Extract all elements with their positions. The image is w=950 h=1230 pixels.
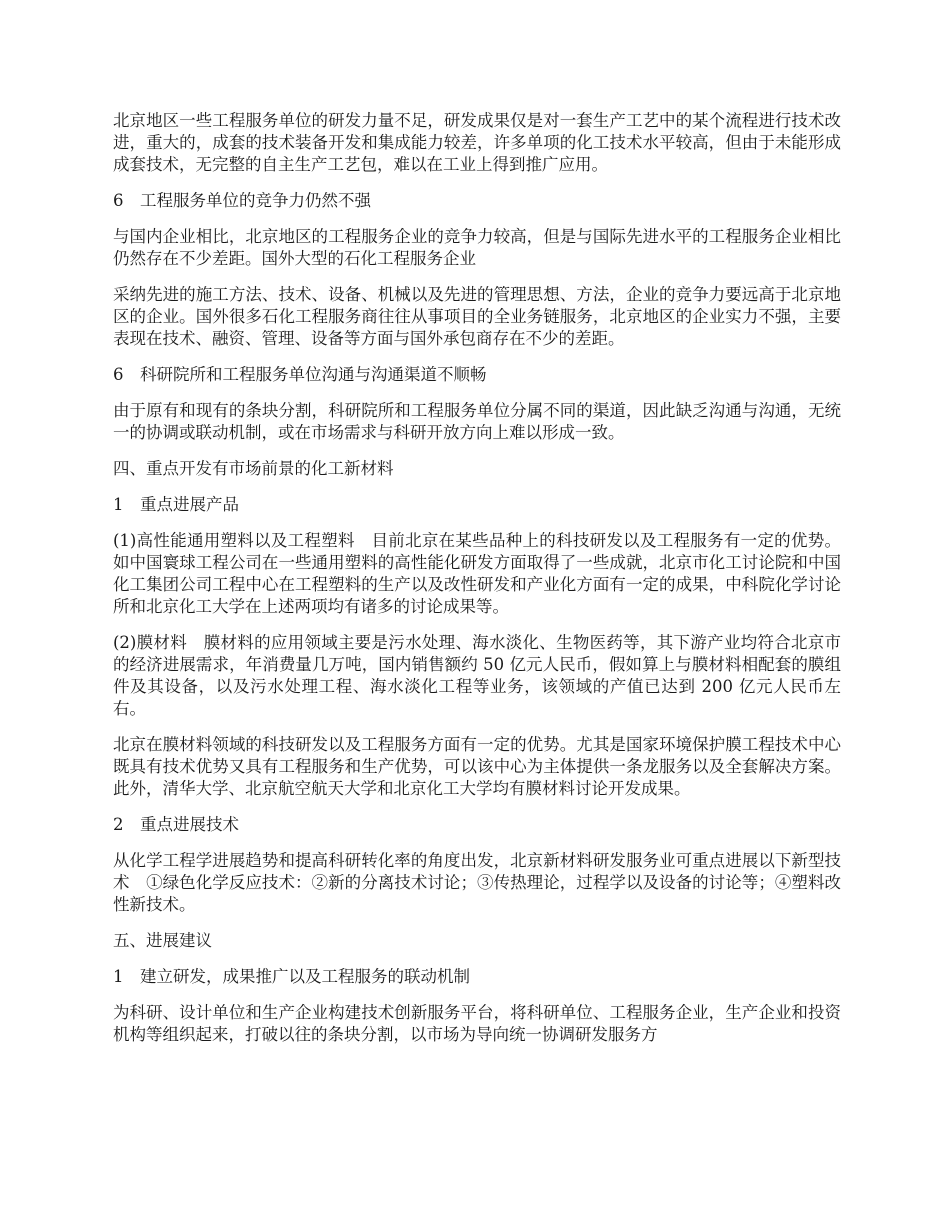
heading-key-products: 1 重点进展产品 xyxy=(113,495,239,514)
heading-key-technologies: 2 重点进展技术 xyxy=(113,815,239,834)
heading-linkage-mechanism: 1 建立研发，成果推广以及工程服务的联动机制 xyxy=(113,967,470,986)
section-heading-suggestions: 五、进展建议 xyxy=(113,931,212,950)
paragraph-rd-capacity: 北京地区一些工程服务单位的研发力量不足，研发成果仅是对一套生产工艺中的某个流程进行技术改进，重大的，成套的技术装备开发和集成能力较差，许多单项的化工技术水平较高，但由于未能形成成套技术，无完整的自主生产工艺包，难以在工业上得到推广应用。 xyxy=(113,111,841,174)
paragraph-communication: 由于原有和现有的条块分割，科研院所和工程服务单位分属不同的渠道，因此缺乏沟通与沟通，无统一的协调或联动机制，或在市场需求与科研开放方向上难以形成一致。 xyxy=(113,401,841,442)
paragraph-domestic-comparison: 与国内企业相比，北京地区的工程服务企业的竞争力较高，但是与国际先进水平的工程服务企业相比仍然存在不少差距。国外大型的石化工程服务企业 xyxy=(113,227,841,268)
paragraph-membrane: (2)膜材料 膜材料的应用领域主要是污水处理、海水淡化、生物医药等，其下游产业均符合北京市的经济进展需求，年消费量几万吨，国内销售额约 50 亿元人民币，假如算上与膜材料相配套的膜组件及其设备，以及污水处理工程、海水淡化工程等业务，该领域的产值已达到 200 亿元人民币左右。 xyxy=(113,633,841,718)
paragraph-membrane-advantage: 北京在膜材料领域的科技研发以及工程服务方面有一定的优势。尤其是国家环境保护膜工程技术中心既具有技术优势又具有工程服务和生产优势，可以该中心为主体提供一条龙服务以及全套解决方案。此外，清华大学、北京航空航天大学和北京化工大学均有膜材料讨论开发成果。 xyxy=(113,735,841,798)
paragraph-plastics: (1)高性能通用塑料以及工程塑料 目前北京在某些品种上的科技研发以及工程服务有一定的优势。如中国寰球工程公司在一些通用塑料的高性能化研发方面取得了一些成就，北京市化工讨论院和中国化工集团公司工程中心在工程塑料的生产以及改性研发和产业化方面有一定的成果，中科院化学讨论所和北京化工大学在上述两项均有诸多的讨论成果等。 xyxy=(113,531,841,616)
heading-communication-channels: 6 科研院所和工程服务单位沟通与沟通渠道不顺畅 xyxy=(113,365,487,384)
section-heading-new-materials: 四、重点开发有市场前景的化工新材料 xyxy=(113,459,394,478)
paragraph-foreign-methods: 采纳先进的施工方法、技术、设备、机械以及先进的管理思想、方法，企业的竞争力要远高于北京地区的企业。国外很多石化工程服务商往往从事项目的全业务链服务，北京地区的企业实力不强，主要表现在技术、融资、管理、设备等方面与国外承包商存在不少的差距。 xyxy=(113,285,841,348)
paragraph-platform: 为科研、设计单位和生产企业构建技术创新服务平台，将科研单位、工程服务企业，生产企业和投资机构等组织起来，打破以往的条块分割，以市场为导向统一协调研发服务方 xyxy=(113,1003,841,1044)
heading-competitiveness: 6 工程服务单位的竞争力仍然不强 xyxy=(113,191,371,210)
paragraph-technologies: 从化学工程学进展趋势和提高科研转化率的角度出发，北京新材料研发服务业可重点进展以下新型技术 ①绿色化学反应技术：②新的分离技术讨论；③传热理论，过程学以及设备的讨论等；④塑料改性新技术。 xyxy=(113,851,841,914)
document-body xyxy=(113,110,841,1060)
